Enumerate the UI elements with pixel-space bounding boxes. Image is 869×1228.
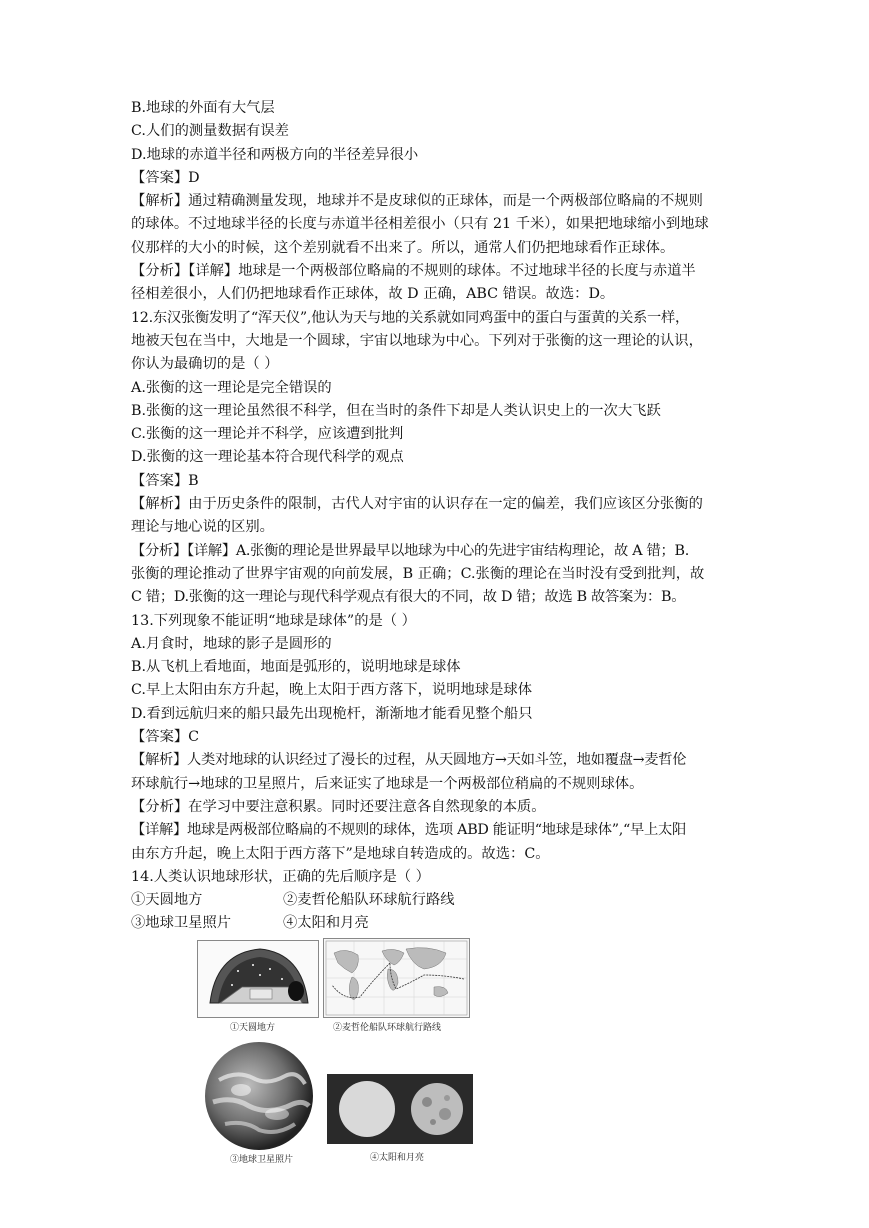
option-line: D.地球的赤道半径和两极方向的半径差异很小	[131, 146, 419, 163]
option-line: D.张衡的这一理论基本符合现代科学的观点	[131, 449, 404, 466]
options-row	[131, 912, 751, 935]
figure-caption-4: ④太阳和月亮	[370, 1153, 425, 1163]
detail-line: 由东方升起，晚上太阳于西方落下”是地球自转造成的。故选：C。	[131, 845, 550, 862]
option-line: B.张衡的这一理论虽然很不科学，但在当时的条件下却是人类认识史上的一次大飞跃	[131, 402, 661, 419]
option-line: A.张衡的这一理论是完全错误的	[131, 379, 332, 396]
answer-line: 【答案】B	[131, 472, 199, 489]
sun-moon-illustration	[327, 1074, 473, 1144]
figure-sun-and-moon	[327, 1074, 473, 1144]
option-1: ①天圆地方	[131, 892, 203, 909]
figure-caption-3: ③地球卫星照片	[230, 1155, 294, 1165]
option-line: B.从飞机上看地面，地面是弧形的，说明地球是球体	[131, 659, 461, 676]
answer-line: 【答案】D	[131, 169, 200, 186]
analysis-line: 【分析】在学习中要注意积累。同时还要注意各自然现象的本质。	[131, 798, 546, 815]
options-row	[131, 889, 751, 912]
question-line: 地被天包在当中，大地是一个圆球，宇宙以地球为中心。下列对于张衡的这一理论的认识，	[131, 332, 703, 349]
explanation-line: 【解析】通过精确测量发现，地球并不是皮球似的正球体，而是一个两极部位略扁的不规则	[131, 193, 703, 210]
explanation-line: 【解析】人类对地球的认识经过了漫长的过程，从天圆地方→天如斗笠，地如覆盘→麦哲伦	[131, 752, 687, 769]
explanation-line: 【解析】由于历史条件的限制，古代人对宇宙的认识存在一定的偏差，我们应该区分张衡的	[131, 496, 703, 513]
analysis-line: 【分析】【详解】A.张衡的理论是世界最早以地球为中心的先进宇宙结构理论，故 A 错；B.	[131, 542, 689, 559]
earth-globe-illustration	[197, 1040, 321, 1152]
question-line: 13.下列现象不能证明“地球是球体”的是（ ）	[131, 612, 416, 629]
figure-heaven-round-earth-square	[197, 940, 319, 1018]
option-4: ④太阳和月亮	[283, 915, 369, 932]
explanation-line: 环球航行→地球的卫星照片，后来证实了地球是一个两极部位稍扁的不规则球体。	[131, 775, 644, 792]
option-line: B.地球的外面有大气层	[131, 100, 275, 116]
question-line: 12.东汉张衡发明了“浑天仪”,他认为天与地的关系就如同鸡蛋中的蛋白与蛋黄的关系一样，	[131, 309, 689, 326]
world-map-illustration	[324, 939, 469, 1017]
question-line: 14.人类认识地球形状，正确的先后顺序是（ ）	[131, 868, 430, 885]
explanation-line: 理论与地心说的区别。	[131, 519, 274, 536]
option-line: C.早上太阳由东方升起，晚上太阳于西方落下，说明地球是球体	[131, 682, 532, 699]
question-text-block	[131, 97, 751, 936]
explanation-line: 的球体。不过地球半径的长度与赤道半径相差很小（只有 21 千米），如果把地球缩小到地球	[131, 216, 709, 233]
question-line: 你认为最确切的是（ ）	[131, 356, 279, 373]
option-line: D.看到远航归来的船只最先出现桅杆，渐渐地才能看见整个船只	[131, 705, 533, 722]
analysis-line: C 错；D.张衡的这一理论与现代科学观点有很大的不同，故 D 错；故选 B 故答案为：B。	[131, 589, 686, 606]
option-line: A.月食时，地球的影子是圆形的	[131, 635, 332, 652]
option-2: ②麦哲伦船队环球航行路线	[283, 892, 455, 909]
option-line: C.张衡的这一理论并不科学，应该遭到批判	[131, 426, 404, 443]
answer-line: 【答案】C	[131, 729, 200, 746]
detail-line: 【详解】地球是两极部位略扁的不规则的球体，选项 ABD 能证明“地球是球体”,“早上太阳	[131, 822, 687, 839]
dome-illustration	[198, 941, 318, 1017]
figure-caption-2: ②麦哲伦船队环球航行路线	[333, 1023, 442, 1033]
option-3: ③地球卫星照片	[131, 915, 232, 932]
analysis-line: 张衡的理论推动了世界宇宙观的向前发展，B 正确；C.张衡的理论在当时没有受到批判，故	[131, 565, 705, 582]
analysis-line: 径相差很小，人们仍把地球看作正球体，故 D 正确，ABC 错误。故选：D。	[131, 286, 615, 303]
explanation-line: 仪那样的大小的时候，这个差别就看不出来了。所以，通常人们仍把地球看作正球体。	[131, 239, 675, 256]
figure-earth-satellite-photo	[197, 1040, 321, 1152]
analysis-line: 【分析】【详解】地球是一个两极部位略扁的不规则的球体。不过地球半径的长度与赤道半	[131, 263, 696, 280]
figure-magellan-route-map	[323, 938, 470, 1018]
option-line: C.人们的测量数据有误差	[131, 123, 289, 140]
figure-caption-1: ①天圆地方	[230, 1023, 276, 1033]
